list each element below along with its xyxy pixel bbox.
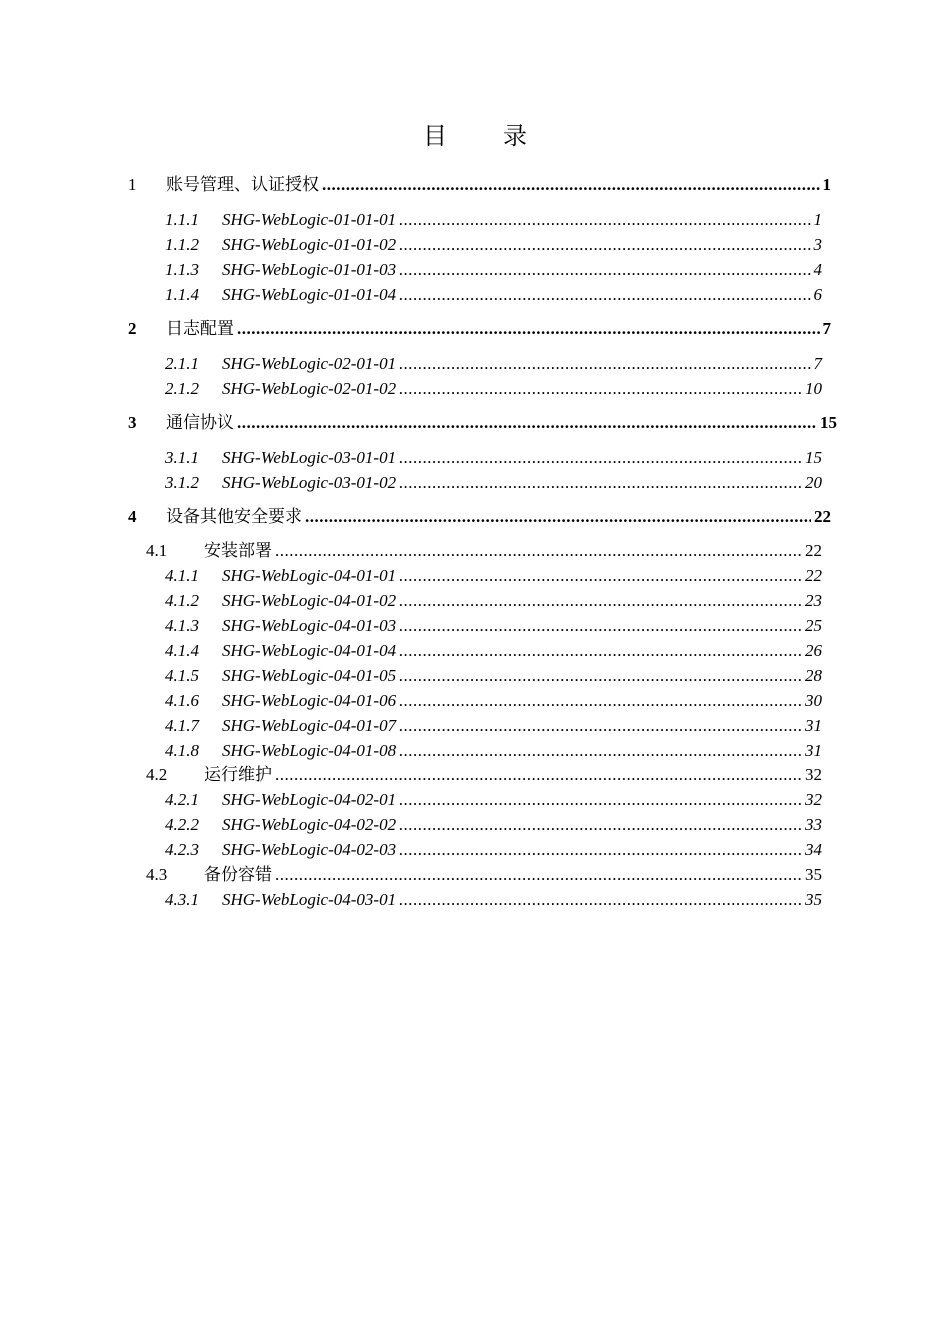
toc-entry-label: SHG-WebLogic-04-02-02 bbox=[222, 815, 397, 834]
toc-leader-dots bbox=[399, 888, 802, 912]
toc-entry-3-1-2[interactable] bbox=[165, 471, 822, 495]
toc-entry-label: 备份容错 bbox=[204, 865, 272, 884]
toc-entry-number: 4.1.4 bbox=[165, 641, 199, 660]
toc-entry-4-2[interactable] bbox=[146, 763, 822, 787]
toc-entry-number: 4.1 bbox=[146, 541, 168, 560]
toc-entry-1[interactable] bbox=[128, 173, 831, 197]
toc-entry-number: 4.2.3 bbox=[165, 840, 199, 859]
toc-entry-number: 1.1.3 bbox=[165, 260, 199, 279]
toc-entry-label: 通信协议 bbox=[166, 413, 234, 432]
toc-entry-4[interactable] bbox=[128, 505, 831, 529]
toc-leader-dots bbox=[275, 539, 802, 563]
toc-entry-4-1-3[interactable] bbox=[165, 614, 822, 638]
toc-leader-dots bbox=[399, 788, 802, 812]
toc-leader-dots bbox=[399, 446, 802, 470]
toc-leader-dots bbox=[399, 589, 802, 613]
toc-entry-number: 4.1.7 bbox=[165, 716, 199, 735]
toc-leader-dots bbox=[399, 714, 802, 738]
toc-entry-number: 4.1.6 bbox=[165, 691, 199, 710]
toc-entry-label: SHG-WebLogic-04-01-03 bbox=[222, 616, 397, 635]
toc-entry-4-1-1[interactable] bbox=[165, 564, 822, 588]
toc-entry-number: 2.1.1 bbox=[165, 354, 199, 373]
toc-entry-label: SHG-WebLogic-01-01-01 bbox=[222, 210, 397, 229]
toc-entry-label: 运行维护 bbox=[204, 765, 272, 784]
toc-entry-page: 32 bbox=[805, 790, 822, 809]
toc-entry-number: 3.1.1 bbox=[165, 448, 199, 467]
toc-entry-label: SHG-WebLogic-04-01-02 bbox=[222, 591, 397, 610]
toc-entry-label: SHG-WebLogic-01-01-03 bbox=[222, 260, 397, 279]
toc-leader-dots bbox=[399, 352, 810, 376]
toc-entry-page: 22 bbox=[814, 507, 831, 526]
toc-leader-dots bbox=[399, 208, 810, 232]
toc-entry-number: 1 bbox=[128, 175, 137, 194]
toc-entry-page: 6 bbox=[813, 285, 822, 304]
toc-leader-dots bbox=[399, 739, 802, 763]
toc-leader-dots bbox=[322, 173, 820, 197]
toc-entry-label: SHG-WebLogic-01-01-04 bbox=[222, 285, 397, 304]
toc-entry-label: SHG-WebLogic-03-01-02 bbox=[222, 473, 397, 492]
toc-entry-4-2-2[interactable] bbox=[165, 813, 822, 837]
toc-entry-4-1-6[interactable] bbox=[165, 689, 822, 713]
toc-entry-2-1-2[interactable] bbox=[165, 377, 822, 401]
toc-entry-page: 23 bbox=[805, 591, 822, 610]
toc-entry-page: 7 bbox=[822, 319, 831, 338]
toc-entry-1-1-2[interactable] bbox=[165, 233, 822, 257]
toc-entry-page: 35 bbox=[805, 865, 822, 884]
toc-leader-dots bbox=[399, 614, 802, 638]
toc-entry-label: SHG-WebLogic-04-02-01 bbox=[222, 790, 397, 809]
toc-entry-label: SHG-WebLogic-04-02-03 bbox=[222, 840, 397, 859]
toc-entry-label: SHG-WebLogic-04-01-05 bbox=[222, 666, 397, 685]
toc-entry-page: 10 bbox=[805, 379, 822, 398]
toc-entry-number: 3 bbox=[128, 413, 137, 432]
toc-entry-page: 34 bbox=[805, 840, 822, 859]
toc-leader-dots bbox=[399, 838, 802, 862]
toc-entry-page: 22 bbox=[805, 566, 822, 585]
toc-entry-4-1-4[interactable] bbox=[165, 639, 822, 663]
toc-leader-dots bbox=[275, 863, 802, 887]
toc-entry-number: 2 bbox=[128, 319, 137, 338]
toc-entry-number: 4.1.5 bbox=[165, 666, 199, 685]
toc-leader-dots bbox=[399, 258, 810, 282]
toc-entry-number: 4.1.2 bbox=[165, 591, 199, 610]
toc-entry-number: 4 bbox=[128, 507, 137, 526]
toc-entry-number: 3.1.2 bbox=[165, 473, 199, 492]
toc-leader-dots bbox=[399, 664, 802, 688]
toc-entry-2-1-1[interactable] bbox=[165, 352, 822, 376]
toc-entry-page: 30 bbox=[805, 691, 822, 710]
toc-entry-number: 4.3.1 bbox=[165, 890, 199, 909]
toc-entry-page: 26 bbox=[805, 641, 822, 660]
toc-entry-label: SHG-WebLogic-04-01-01 bbox=[222, 566, 397, 585]
toc-entry-label: SHG-WebLogic-04-01-04 bbox=[222, 641, 397, 660]
toc-entry-page: 35 bbox=[805, 890, 822, 909]
toc-entry-label: SHG-WebLogic-04-01-06 bbox=[222, 691, 397, 710]
toc-entry-4-3[interactable] bbox=[146, 863, 822, 887]
toc-entry-number: 1.1.4 bbox=[165, 285, 199, 304]
toc-leader-dots bbox=[399, 283, 810, 307]
toc-leader-dots bbox=[399, 471, 802, 495]
toc-entry-label: 安装部署 bbox=[204, 541, 272, 560]
toc-entry-page: 32 bbox=[805, 765, 822, 784]
toc-entry-number: 4.1.8 bbox=[165, 741, 199, 760]
toc-entry-4-1-7[interactable] bbox=[165, 714, 822, 738]
toc-entry-2[interactable] bbox=[128, 317, 831, 341]
toc-entry-1-1-1[interactable] bbox=[165, 208, 822, 232]
toc-entry-4-2-3[interactable] bbox=[165, 838, 822, 862]
toc-entry-page: 25 bbox=[805, 616, 822, 635]
toc-entry-label: 日志配置 bbox=[166, 319, 234, 338]
toc-entry-page: 3 bbox=[813, 235, 822, 254]
toc-entry-label: SHG-WebLogic-04-01-08 bbox=[222, 741, 397, 760]
toc-leader-dots bbox=[399, 639, 802, 663]
toc-leader-dots bbox=[237, 317, 820, 341]
toc-leader-dots bbox=[305, 505, 811, 529]
toc-entry-1-1-3[interactable] bbox=[165, 258, 822, 282]
toc-leader-dots bbox=[399, 689, 802, 713]
toc-entry-4-1-2[interactable] bbox=[165, 589, 822, 613]
toc-entry-number: 4.3 bbox=[146, 865, 168, 884]
toc-leader-dots bbox=[399, 233, 810, 257]
toc-entry-4-1-5[interactable] bbox=[165, 664, 822, 688]
toc-entry-3[interactable] bbox=[128, 411, 837, 435]
toc-entry-page: 15 bbox=[820, 413, 837, 432]
toc-leader-dots bbox=[275, 763, 802, 787]
toc-entry-4-3-1[interactable] bbox=[165, 888, 822, 912]
toc-entry-label: SHG-WebLogic-01-01-02 bbox=[222, 235, 397, 254]
toc-entry-number: 4.2 bbox=[146, 765, 168, 784]
toc-entry-number: 4.2.1 bbox=[165, 790, 199, 809]
toc-entry-number: 4.1.1 bbox=[165, 566, 199, 585]
toc-leader-dots bbox=[399, 813, 802, 837]
toc-entry-page: 4 bbox=[813, 260, 822, 279]
toc-entry-4-1[interactable] bbox=[146, 539, 822, 563]
toc-leader-dots bbox=[237, 411, 817, 435]
toc-entry-4-1-8[interactable] bbox=[165, 739, 822, 763]
toc-entry-page: 22 bbox=[805, 541, 822, 560]
toc-entry-page: 33 bbox=[805, 815, 822, 834]
toc-entry-number: 2.1.2 bbox=[165, 379, 199, 398]
toc-entry-number: 4.2.2 bbox=[165, 815, 199, 834]
toc-entry-number: 1.1.1 bbox=[165, 210, 199, 229]
toc-entry-page: 1 bbox=[813, 210, 822, 229]
toc-entry-label: 设备其他安全要求 bbox=[166, 507, 302, 526]
toc-entry-page: 15 bbox=[805, 448, 822, 467]
toc-entry-label: 账号管理、认证授权 bbox=[166, 175, 319, 194]
toc-title: 目 录 bbox=[423, 124, 543, 150]
toc-entry-page: 31 bbox=[805, 716, 822, 735]
toc-entry-page: 1 bbox=[822, 175, 831, 194]
toc-leader-dots bbox=[399, 377, 802, 401]
toc-entry-label: SHG-WebLogic-02-01-01 bbox=[222, 354, 397, 373]
toc-leader-dots bbox=[399, 564, 802, 588]
toc-entry-number: 4.1.3 bbox=[165, 616, 199, 635]
toc-entry-page: 31 bbox=[805, 741, 822, 760]
toc-entry-page: 20 bbox=[805, 473, 822, 492]
toc-entry-page: 7 bbox=[813, 354, 822, 373]
toc-entry-3-1-1[interactable] bbox=[165, 446, 822, 470]
toc-entry-label: SHG-WebLogic-02-01-02 bbox=[222, 379, 397, 398]
toc-entry-label: SHG-WebLogic-03-01-01 bbox=[222, 448, 397, 467]
toc-entry-number: 1.1.2 bbox=[165, 235, 199, 254]
toc-entry-label: SHG-WebLogic-04-03-01 bbox=[222, 890, 397, 909]
toc-entry-1-1-4[interactable] bbox=[165, 283, 822, 307]
toc-entry-4-2-1[interactable] bbox=[165, 788, 822, 812]
toc-entry-page: 28 bbox=[805, 666, 822, 685]
toc-entry-label: SHG-WebLogic-04-01-07 bbox=[222, 716, 397, 735]
